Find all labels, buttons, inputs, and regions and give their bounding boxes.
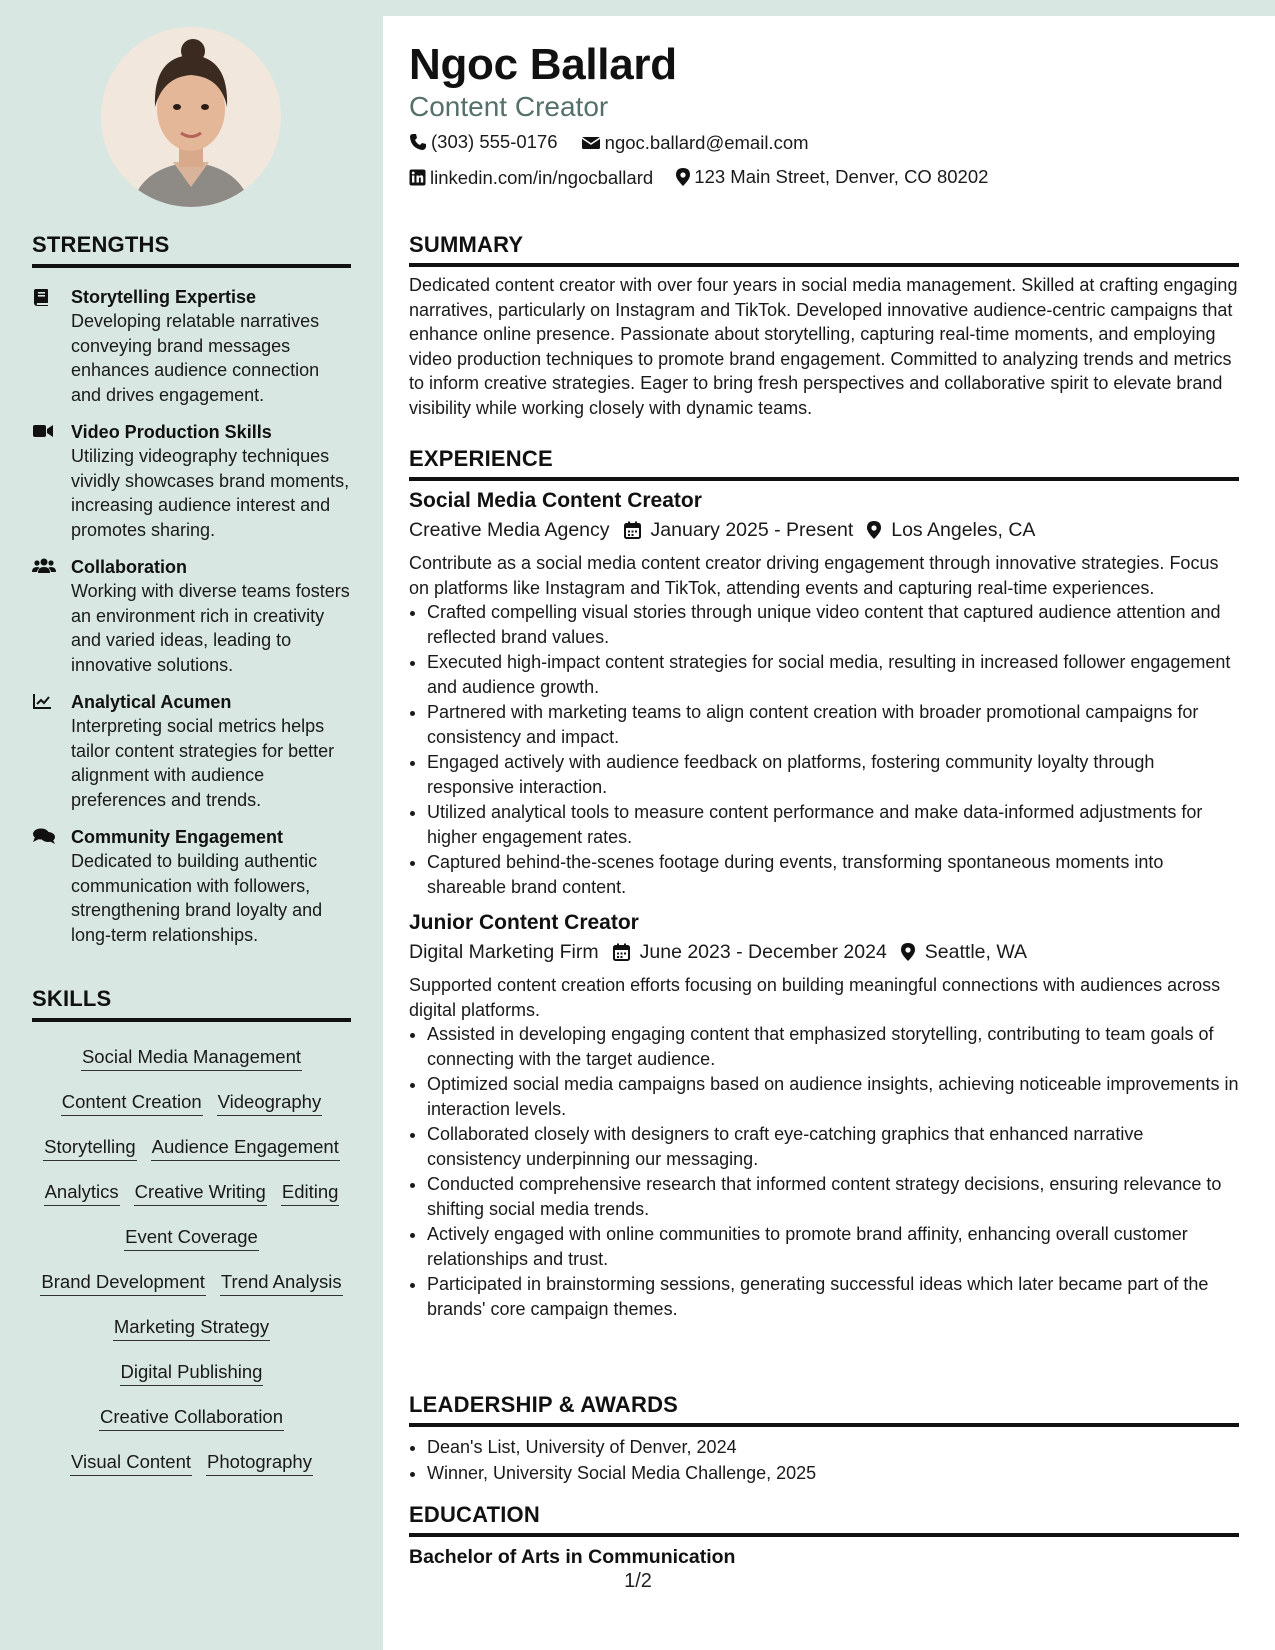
job-role: Content Creator xyxy=(409,91,609,122)
job-title: Social Media Content Creator xyxy=(409,489,702,512)
header xyxy=(409,40,1239,196)
job-bullet: • Captured behind-the-scenes footage during events, transforming spontaneous moments into shareable brand content. xyxy=(427,850,1239,899)
job-description: Contribute as a social media content creator driving engagement through innovative strategies. Focus on platforms like Instagram and TikTok, attending events and capturing real-time experiences. xyxy=(409,553,1219,598)
summary-section xyxy=(409,232,1239,420)
skill-tag: Brand Development xyxy=(40,1271,206,1296)
job-bullet: • Crafted compelling visual stories through unique video content that captured audience attention and reflected brand values. xyxy=(427,600,1239,649)
top-strip xyxy=(0,0,1275,16)
job-description: Supported content creation efforts focusing on building meaningful connections with audiences across digital platforms. xyxy=(409,975,1221,1020)
job-dates: June 2023 - December 2024 xyxy=(639,941,887,963)
company: Digital Marketing Firm xyxy=(409,941,599,963)
job-dates: January 2025 - Present xyxy=(650,519,854,541)
job-bullet: • Engaged actively with audience feedback on platforms, fostering community loyalty through responsive interaction. xyxy=(427,750,1239,799)
strengths-heading: STRENGTHS xyxy=(32,232,351,268)
skills-heading: SKILLS xyxy=(32,986,351,1022)
leadership-heading: LEADERSHIP & AWARDS xyxy=(409,1392,1239,1427)
job-entry xyxy=(409,487,1239,899)
skill-tag: Editing xyxy=(281,1181,340,1206)
leadership-section xyxy=(409,1392,1239,1486)
strength-title: Analytical Acumen xyxy=(71,692,232,712)
strength-item xyxy=(32,285,351,407)
strength-item xyxy=(32,825,351,947)
skill-tag: Photography xyxy=(206,1451,313,1476)
map-pin-icon xyxy=(901,943,915,961)
skill-tag: Event Coverage xyxy=(124,1226,259,1251)
email-contact xyxy=(581,127,809,159)
contact-row xyxy=(409,161,1239,196)
experience-heading: EXPERIENCE xyxy=(409,446,1239,481)
skill-tag: Marketing Strategy xyxy=(113,1316,270,1341)
calendar-icon xyxy=(613,943,630,961)
education-section xyxy=(409,1502,1239,1571)
address-text: 123 Main Street, Denver, CO 80202 xyxy=(694,166,989,187)
strength-desc: Working with diverse teams fosters an environment rich in creativity and varied ideas, leading to innovative solutions. xyxy=(71,581,350,675)
skill-tag: Audience Engagement xyxy=(151,1136,340,1161)
job-location: Seattle, WA xyxy=(924,941,1028,963)
strength-desc: Developing relatable narratives conveying brand messages enhances audience connection and drives engagement. xyxy=(71,311,320,405)
awards-list xyxy=(409,1435,1239,1485)
video-camera-icon xyxy=(32,422,56,442)
phone-contact xyxy=(409,126,558,158)
education-heading: EDUCATION xyxy=(409,1502,1239,1537)
address-contact xyxy=(676,161,988,193)
job-entry xyxy=(409,909,1239,1321)
candidate-name: Ngoc Ballard xyxy=(409,40,677,89)
skill-tag: Content Creation xyxy=(61,1091,203,1116)
skill-tag: Videography xyxy=(217,1091,323,1116)
skill-tag: Social Media Management xyxy=(81,1046,302,1071)
book-icon xyxy=(32,287,56,307)
strengths-section xyxy=(32,232,351,947)
skill-tag: Trend Analysis xyxy=(220,1271,343,1296)
skill-tag: Storytelling xyxy=(43,1136,137,1161)
company: Creative Media Agency xyxy=(409,519,610,541)
job-bullet: • Conducted comprehensive research that informed content strategy decisions, ensuring relevance to shifting social media trends. xyxy=(427,1172,1239,1221)
map-pin-icon xyxy=(676,168,690,186)
job-bullet: • Assisted in developing engaging content that emphasized storytelling, contributing to team goals of connecting with the target audience. xyxy=(427,1022,1239,1071)
job-title: Junior Content Creator xyxy=(409,911,639,934)
linkedin-text: linkedin.com/in/ngocballard xyxy=(430,166,654,188)
job-bullet: • Utilized analytical tools to measure content performance and make data-informed adjustments for higher engagement rates. xyxy=(427,800,1239,849)
linkedin-contact xyxy=(409,162,653,194)
job-bullet: • Optimized social media campaigns based on audience insights, achieving noticeable improvements in interaction levels. xyxy=(427,1072,1239,1121)
award-item: • Winner, University Social Media Challenge, 2025 xyxy=(427,1461,1239,1486)
strength-item xyxy=(32,420,351,542)
summary-text: Dedicated content creator with over four years in social media management. Skilled at crafting engaging narratives, particularly on Instagram and TikTok. Developed innovative audience-centric campaigns that enhance online presence. Passionate about storytelling, capturing real-time moments, and employing video production techniques to promote brand engagement. Committed to analyzing trends and metrics to inform creative strategies. Eager to bring fresh perspectives and collaborative spirit to elevate brand visibility while working closely with dynamic teams. xyxy=(409,275,1238,418)
job-bullets xyxy=(409,600,1239,899)
comments-icon xyxy=(32,827,56,847)
page-number: 1/2 xyxy=(624,1570,652,1592)
skill-tag: Digital Publishing xyxy=(120,1361,264,1386)
envelope-icon xyxy=(581,135,601,151)
strength-desc: Utilizing videography techniques vividly showcases brand moments, increasing audience interest and promotes sharing. xyxy=(71,446,350,540)
experience-section xyxy=(409,446,1239,1322)
strength-title: Community Engagement xyxy=(71,827,284,847)
skill-tag: Creative Collaboration xyxy=(99,1406,284,1431)
strength-desc: Dedicated to building authentic communication with followers, strengthening brand loyalty and long-term relationships. xyxy=(71,851,323,945)
job-bullets xyxy=(409,1022,1239,1321)
phone-icon xyxy=(409,133,427,151)
strength-item xyxy=(32,690,351,812)
summary-heading: SUMMARY xyxy=(409,232,1239,267)
degree-title: Bachelor of Arts in Communication xyxy=(409,1546,736,1568)
job-location: Los Angeles, CA xyxy=(891,519,1036,541)
linkedin-icon xyxy=(409,169,426,186)
strength-desc: Interpreting social metrics helps tailor content strategies for better alignment with audience preferences and trends. xyxy=(71,716,335,810)
job-bullet: • Collaborated closely with designers to craft eye-catching graphics that enhanced narrative consistency underpinning our messaging. xyxy=(427,1122,1239,1171)
users-icon xyxy=(32,557,56,577)
strength-title: Video Production Skills xyxy=(71,422,272,442)
job-bullet: • Actively engaged with online communities to promote brand affinity, enhancing overall customer relationships and trust. xyxy=(427,1222,1239,1271)
skills-list xyxy=(32,1036,351,1486)
map-pin-icon xyxy=(867,521,881,539)
skills-section xyxy=(32,986,351,1486)
calendar-icon xyxy=(624,521,641,539)
line-chart-icon xyxy=(32,692,56,712)
skill-tag: Analytics xyxy=(44,1181,120,1206)
job-meta xyxy=(409,515,1239,545)
contact-row xyxy=(409,126,1239,161)
phone-text: (303) 555-0176 xyxy=(431,131,558,152)
profile-photo xyxy=(101,27,281,207)
skill-tag: Creative Writing xyxy=(134,1181,267,1206)
job-bullet: • Executed high-impact content strategies for social media, resulting in increased follower engagement and audience growth. xyxy=(427,650,1239,699)
strength-title: Storytelling Expertise xyxy=(71,287,257,307)
strength-title: Collaboration xyxy=(71,557,187,577)
job-meta xyxy=(409,937,1239,967)
award-item: • Dean's List, University of Denver, 2024 xyxy=(427,1435,1239,1460)
email-text: ngoc.ballard@email.com xyxy=(604,132,809,153)
job-bullet: • Participated in brainstorming sessions, generating successful ideas which later became part of the brands' core campaign themes. xyxy=(427,1272,1239,1321)
job-bullet: • Partnered with marketing teams to align content creation with broader promotional campaigns for consistency and impact. xyxy=(427,700,1239,749)
skill-tag: Visual Content xyxy=(70,1451,192,1476)
strength-item xyxy=(32,555,351,677)
